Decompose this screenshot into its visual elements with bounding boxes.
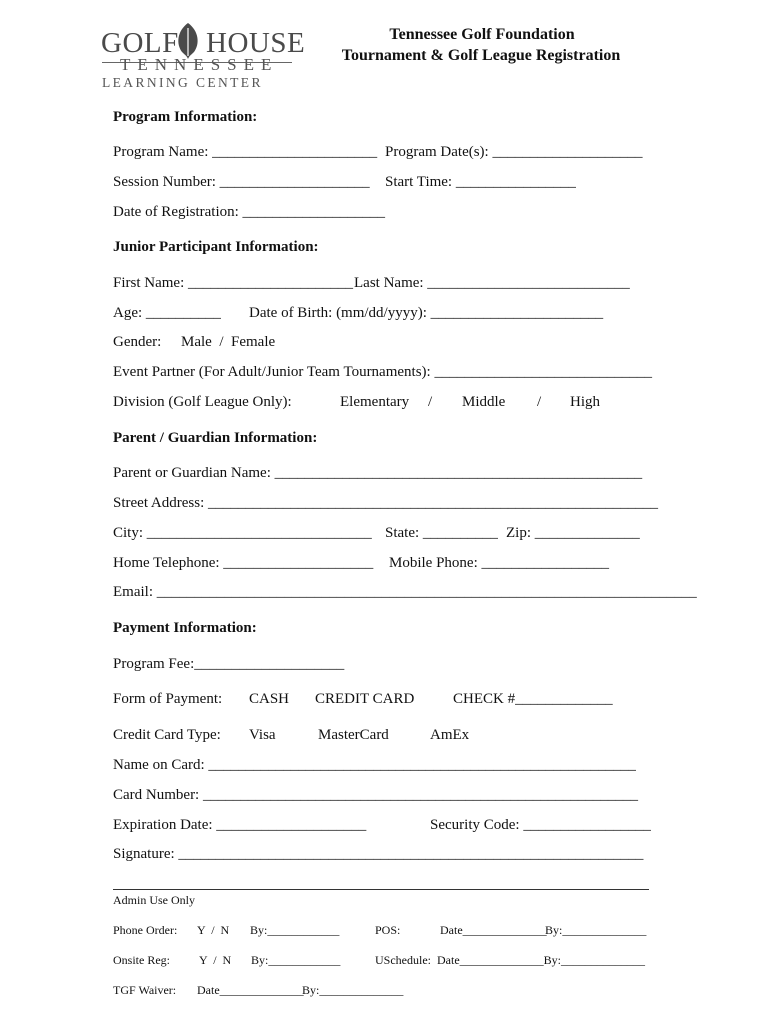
division-high-option[interactable]: High [570,394,600,410]
gender-label: Gender: [113,334,162,350]
tgf-waiver-date-field[interactable]: Date______________ [197,983,304,997]
division-separator: / [537,394,542,410]
guardian-heading: Parent / Guardian Information: [113,430,318,446]
uschedule-field[interactable]: USchedule: Date______________By:______________ [375,953,645,967]
start-time-field[interactable]: Start Time: ________________ [385,174,576,190]
pos-date-field[interactable]: Date______________ [440,923,547,937]
security-code-field[interactable]: Security Code: _________________ [430,817,651,833]
logo-golf-text: GOLF [101,27,179,59]
division-separator: / [428,394,433,410]
age-field[interactable]: Age: __________ [113,305,221,321]
program-dates-field[interactable]: Program Date(s): ____________________ [385,144,643,160]
form-title-line1: Tennessee Golf Foundation [389,26,575,43]
phone-order-yn[interactable]: Y / N [197,923,230,937]
city-field[interactable]: City: ______________________________ [113,525,372,541]
division-elementary-option[interactable]: Elementary [340,394,410,410]
division-label: Division (Golf League Only): [113,394,292,410]
card-visa-option[interactable]: Visa [249,727,276,743]
home-telephone-field[interactable]: Home Telephone: ____________________ [113,555,374,571]
date-of-birth-field[interactable]: Date of Birth: (mm/dd/yyyy): _______________________ [249,305,604,321]
phone-order-label: Phone Order: [113,923,178,937]
tgf-waiver-by-field[interactable]: By:______________ [302,983,404,997]
tgf-waiver-label: TGF Waiver: [113,983,177,997]
logo-house-text: HOUSE [206,27,306,59]
logo-tennessee-text: TENNESSEE [120,55,279,74]
gender-options[interactable]: Male / Female [181,334,276,350]
payment-heading: Payment Information: [113,620,257,636]
street-address-field[interactable]: Street Address: ____________________________________________________________ [113,495,658,511]
admin-use-label: Admin Use Only [113,893,195,907]
last-name-field[interactable]: Last Name: ___________________________ [354,275,630,291]
guardian-name-field[interactable]: Parent or Guardian Name: _________________________________________________ [113,465,643,481]
program-fee-field[interactable]: Program Fee:____________________ [113,656,345,672]
payment-check-field[interactable]: CHECK #_____________ [453,691,613,707]
date-of-registration-field[interactable]: Date of Registration: ___________________ [113,204,386,220]
signature-field[interactable]: Signature: ______________________________________________________________ [113,846,644,862]
name-on-card-field[interactable]: Name on Card: _________________________________________________________ [113,757,636,773]
state-field[interactable]: State: __________ [385,525,498,541]
zip-field[interactable]: Zip: ______________ [506,525,640,541]
first-name-field[interactable]: First Name: ______________________ [113,275,353,291]
form-title-line2: Tournament & Golf League Registration [341,47,621,64]
onsite-reg-yn[interactable]: Y / N [199,953,232,967]
admin-divider [113,889,649,890]
pos-by-field[interactable]: By:______________ [545,923,647,937]
event-partner-field[interactable]: Event Partner (For Adult/Junior Team Tournaments): _____________________________ [113,364,652,380]
onsite-reg-by-field[interactable]: By:____________ [251,953,341,967]
card-amex-option[interactable]: AmEx [430,727,470,743]
phone-order-by-field[interactable]: By:____________ [250,923,340,937]
mobile-phone-field[interactable]: Mobile Phone: _________________ [389,555,609,571]
program-name-field[interactable]: Program Name: ______________________ [113,144,378,160]
logo-learning-center-text: LEARNING CENTER [102,75,263,90]
onsite-reg-label: Onsite Reg: [113,953,170,967]
payment-credit-card-option[interactable]: CREDIT CARD [315,691,415,707]
session-number-field[interactable]: Session Number: ____________________ [113,174,370,190]
junior-heading: Junior Participant Information: [113,239,319,255]
program-heading: Program Information: [113,109,258,125]
card-mastercard-option[interactable]: MasterCard [318,727,389,743]
card-number-field[interactable]: Card Number: __________________________________________________________ [113,787,638,803]
payment-cash-option[interactable]: CASH [249,691,290,707]
division-middle-option[interactable]: Middle [462,394,506,410]
credit-card-type-label: Credit Card Type: [113,727,221,743]
expiration-date-field[interactable]: Expiration Date: ____________________ [113,817,367,833]
form-of-payment-label: Form of Payment: [113,691,223,707]
logo [100,22,306,90]
pos-label: POS: [375,923,401,937]
email-field[interactable]: Email: ________________________________________________________________________ [113,584,697,600]
